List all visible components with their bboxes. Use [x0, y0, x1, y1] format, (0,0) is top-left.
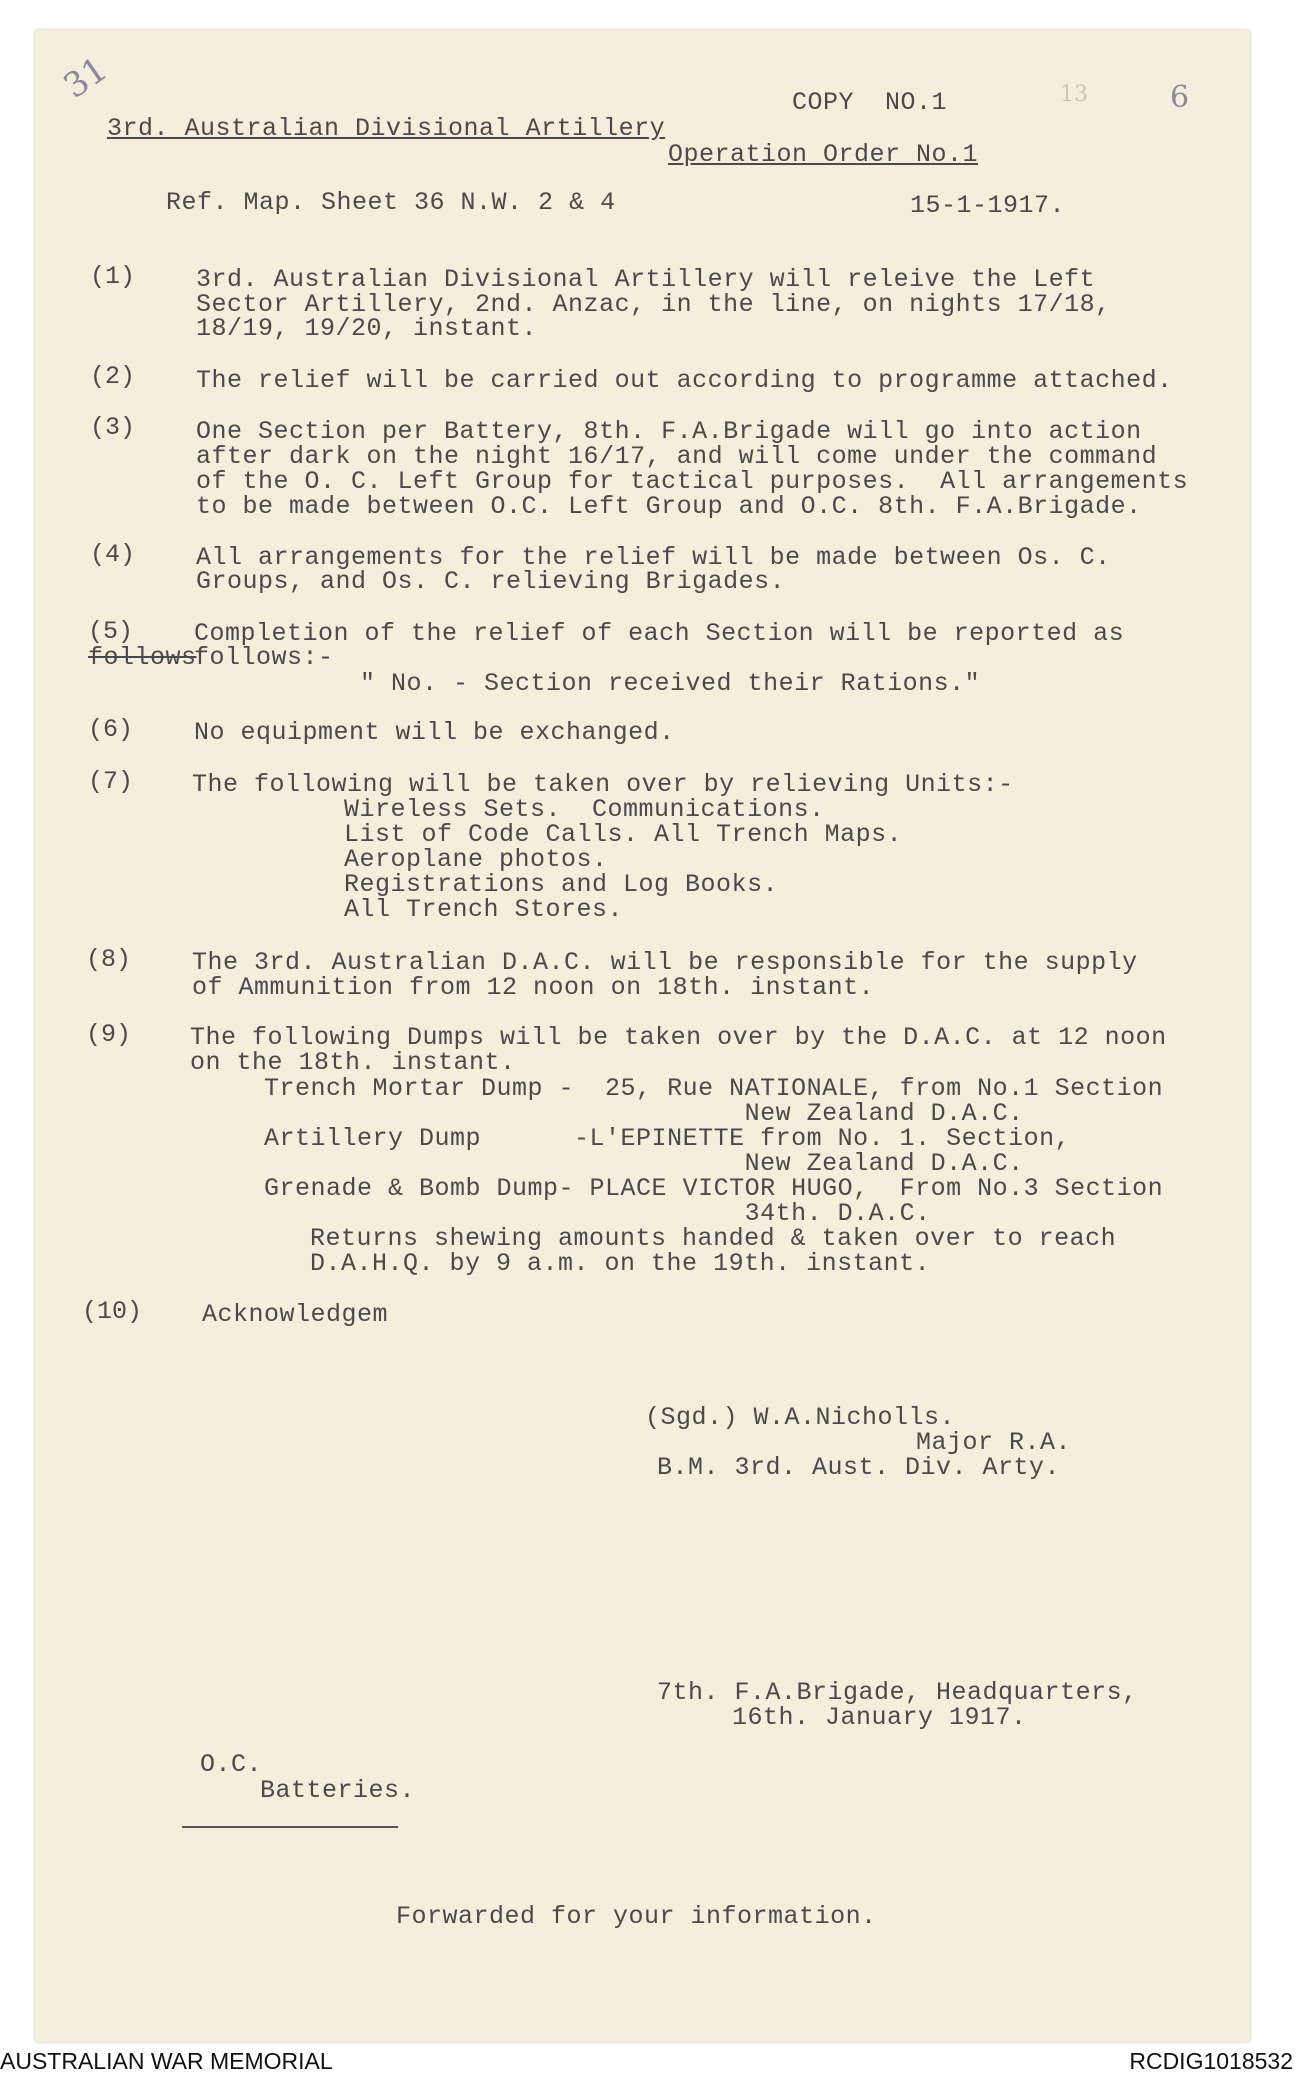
archive-label: AUSTRALIAN WAR MEMORIAL: [0, 2048, 333, 2074]
forwarding-hq: 7th. F.A.Brigade, Headquarters,: [657, 1678, 1138, 1707]
forwarding-date: 16th. January 1917.: [732, 1703, 1027, 1732]
quoted-report: " No. - Section received their Rations.": [360, 669, 981, 698]
list-item: Wireless Sets. Communications.: [344, 795, 825, 824]
signature-name: (Sgd.) W.A.Nicholls.: [645, 1403, 956, 1432]
para-line: 3rd. Australian Divisional Artillery will releive the Left: [196, 265, 1096, 294]
struck-word: follows: [88, 643, 197, 672]
para-number: (4): [90, 540, 136, 569]
order-title: Operation Order No.1: [668, 140, 979, 169]
dump-line: Trench Mortar Dump - 25, Rue NATIONALE, from No.1 Section: [264, 1074, 1164, 1103]
folio-number: 31: [56, 49, 115, 107]
para-line: follows:-: [194, 643, 334, 672]
para-line: One Section per Battery, 8th. F.A.Brigade will go into action: [196, 417, 1142, 446]
forwarding-note: Forwarded for your information.: [396, 1902, 877, 1931]
divider-line: [182, 1826, 398, 1828]
para-number: (3): [90, 413, 136, 442]
faded-stamp-number: 13: [1060, 82, 1088, 107]
addressee-batteries: Batteries.: [260, 1776, 416, 1805]
para-line: Groups, and Os. C. relieving Brigades.: [196, 567, 786, 596]
returns-line: D.A.H.Q. by 9 a.m. on the 19th. instant.: [310, 1249, 931, 1278]
list-item: Aeroplane photos.: [344, 845, 608, 874]
addressee-oc: O.C.: [200, 1750, 263, 1779]
para-number: (8): [86, 945, 132, 974]
list-item: Registrations and Log Books.: [344, 870, 779, 899]
para-line: of Ammunition from 12 noon on 18th. instant.: [192, 973, 875, 1002]
signature-rank: Major R.A.: [916, 1428, 1072, 1457]
para-line: after dark on the night 16/17, and will come under the command: [196, 442, 1158, 471]
dump-line: New Zealand D.A.C.: [264, 1149, 1024, 1178]
para-line: on the 18th. instant.: [190, 1048, 516, 1077]
para-number: (10): [82, 1297, 143, 1326]
reference-map: Ref. Map. Sheet 36 N.W. 2 & 4: [166, 188, 616, 217]
para-number: (7): [88, 767, 134, 796]
copy-number: COPY NO.1: [792, 88, 948, 117]
page-number: 6: [1170, 80, 1190, 115]
list-item: List of Code Calls. All Trench Maps.: [344, 820, 903, 849]
dump-line: 34th. D.A.C.: [264, 1199, 931, 1228]
unit-title: 3rd. Australian Divisional Artillery: [107, 114, 666, 143]
para-line: of the O. C. Left Group for tactical purposes. All arrangements: [196, 467, 1189, 496]
dump-line: Grenade & Bomb Dump- PLACE VICTOR HUGO, From No.3 Section: [264, 1174, 1164, 1203]
para-line: The following will be taken over by relieving Units:-: [192, 770, 1014, 799]
para-line: All arrangements for the relief will be made between Os. C.: [196, 543, 1111, 572]
para-line: The 3rd. Australian D.A.C. will be responsible for the supply: [192, 948, 1138, 977]
para-line: to be made between O.C. Left Group and O.C. 8th. F.A.Brigade.: [196, 492, 1142, 521]
dump-line: Artillery Dump -L'EPINETTE from No. 1. Section,: [264, 1124, 1071, 1153]
returns-line: Returns shewing amounts handed & taken over to reach: [310, 1224, 1117, 1253]
para-line: No equipment will be exchanged.: [194, 718, 675, 747]
para-number: (2): [90, 362, 136, 391]
para-line: Acknowledgem: [202, 1300, 389, 1329]
para-line: The following Dumps will be taken over by the D.A.C. at 12 noon: [190, 1023, 1167, 1052]
para-line: The relief will be carried out according to programme attached.: [196, 366, 1173, 395]
para-line: Sector Artillery, 2nd. Anzac, in the line, on nights 17/18,: [196, 290, 1111, 319]
signature-role: B.M. 3rd. Aust. Div. Arty.: [657, 1453, 1061, 1482]
para-number: (1): [90, 262, 136, 291]
dump-line: New Zealand D.A.C.: [264, 1099, 1024, 1128]
order-date: 15-1-1917.: [910, 191, 1066, 220]
para-number: (6): [88, 715, 134, 744]
para-line: 18/19, 19/20, instant.: [196, 314, 538, 343]
list-item: All Trench Stores.: [344, 895, 624, 924]
para-number: (9): [86, 1020, 132, 1049]
para-line: Completion of the relief of each Section will be reported as: [194, 619, 1125, 648]
para-number: (5): [88, 617, 134, 646]
archive-id: RCDIG1018532: [1129, 2048, 1293, 2074]
